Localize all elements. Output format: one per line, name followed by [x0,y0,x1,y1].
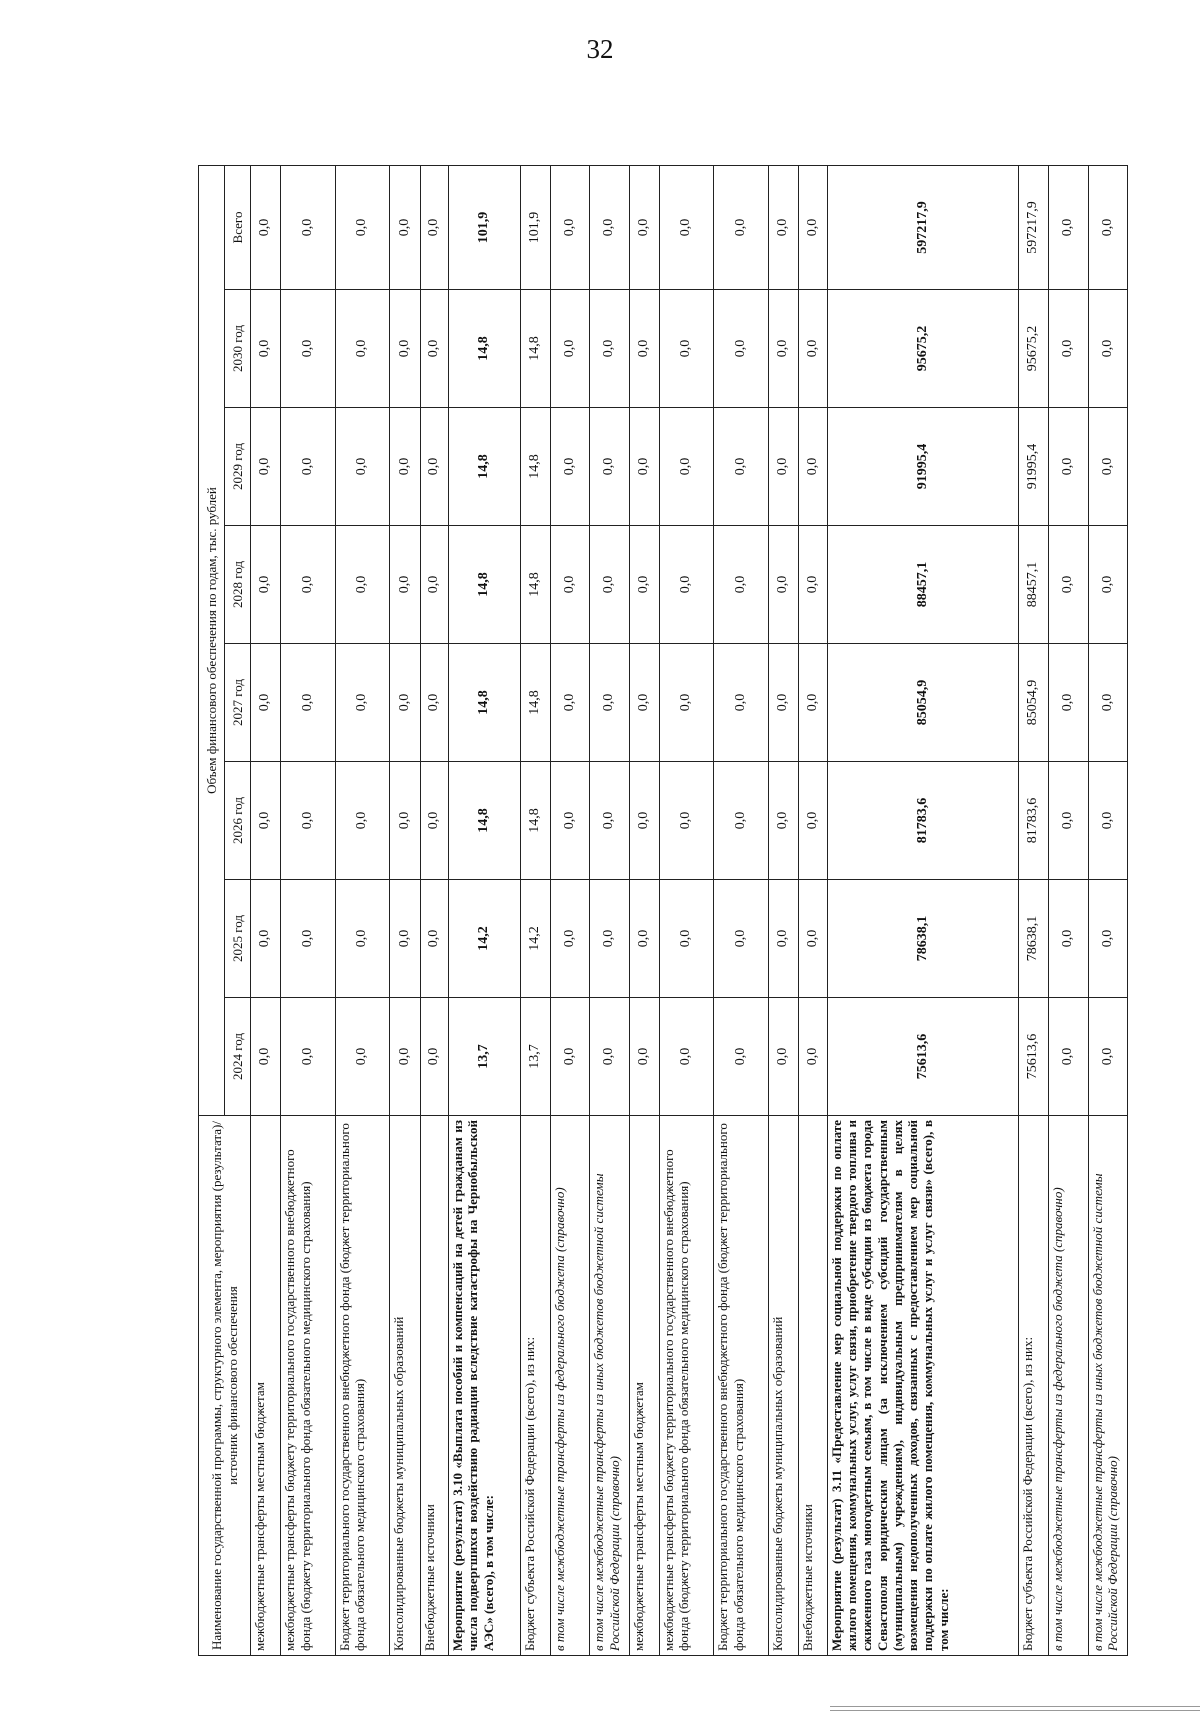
row-year-value: 0,0 [629,408,659,526]
row-year-value: 0,0 [799,644,827,762]
row-year-value: 0,0 [1049,290,1088,408]
row-total-value: 0,0 [1088,165,1127,289]
row-year-value: 0,0 [551,998,590,1116]
table-row [1019,165,1049,1655]
row-year-value: 14,8 [448,526,520,644]
table-row [827,165,1019,1655]
row-year-value: 0,0 [251,880,281,998]
row-year-value: 13,7 [520,998,550,1116]
row-year-value: 0,0 [660,880,714,998]
row-year-value: 0,0 [1088,644,1127,762]
row-year-value: 0,0 [768,290,798,408]
row-year-value: 0,0 [335,880,389,998]
row-name: межбюджетные трансферты бюджету территориального государственного внебюджетного фонда (бюджету территориального фонда обязательного медицинского страхования) [660,1116,714,1656]
row-total-value: 0,0 [1049,165,1088,289]
row-total-value: 597217,9 [1019,165,1049,289]
row-year-value: 14,2 [448,880,520,998]
row-year-value: 0,0 [390,408,420,526]
table-row [1088,165,1127,1655]
row-name: Консолидированные бюджеты муниципальных образований [768,1116,798,1656]
row-year-value: 0,0 [1088,880,1127,998]
row-year-value: 0,0 [590,998,629,1116]
header-year: 2026 год [225,762,251,880]
row-year-value: 91995,4 [1019,408,1049,526]
row-year-value: 0,0 [590,408,629,526]
row-year-value: 0,0 [281,644,335,762]
row-year-value: 0,0 [1088,408,1127,526]
row-year-value: 0,0 [390,998,420,1116]
row-year-value: 0,0 [420,408,448,526]
row-year-value: 0,0 [1088,998,1127,1116]
row-year-value: 0,0 [251,762,281,880]
page-number: 32 [586,34,614,64]
row-total-value: 0,0 [281,165,335,289]
row-year-value: 0,0 [335,644,389,762]
row-year-value: 81783,6 [1019,762,1049,880]
row-year-value: 91995,4 [827,408,1019,526]
row-year-value: 0,0 [714,998,768,1116]
row-name: Бюджет субъекта Российской Федерации (всего), из них: [1019,1116,1049,1656]
row-year-value: 0,0 [629,762,659,880]
table-row [281,165,335,1655]
row-name: Мероприятие (результат) 3.11 «Предоставление мер социальной поддержки по оплате жилого помещения, коммунальных услуг, услуг связи, приобретение твердого топлива и сжиженного газа многодетным семьям, в том числе в виде субсидии из бюджета города Севастополя юридическим лицам (за исключением субсидий государственным (муниципальным) учреждениям), индивидуальным предпринимателям в целях возмещения недополученных доходов, связанных с предоставлением мер социальной поддержки по оплате жилого помещения, коммунальных услуг и услуг связи» (всего), в том числе: [827,1116,1019,1656]
row-year-value: 0,0 [799,762,827,880]
row-year-value: 0,0 [281,408,335,526]
row-total-value: 0,0 [335,165,389,289]
row-year-value: 0,0 [799,408,827,526]
row-name: Внебюджетные источники [420,1116,448,1656]
row-year-value: 0,0 [1088,762,1127,880]
row-total-value: 0,0 [799,165,827,289]
row-total-value: 0,0 [660,165,714,289]
row-year-value: 0,0 [390,290,420,408]
row-total-value: 0,0 [629,165,659,289]
row-year-value: 78638,1 [827,880,1019,998]
row-year-value: 0,0 [390,526,420,644]
rotated-table-container [198,166,1128,1656]
row-year-value: 0,0 [799,290,827,408]
table-row [714,165,768,1655]
header-year: 2028 год [225,526,251,644]
row-year-value: 0,0 [590,762,629,880]
header-volume-group: Объем финансового обеспечения по годам, тыс. рублей [199,165,225,1115]
row-year-value: 0,0 [251,644,281,762]
row-year-value: 0,0 [799,526,827,644]
table-row [551,165,590,1655]
row-year-value: 0,0 [335,762,389,880]
footer-rule [830,1706,1200,1711]
row-year-value: 0,0 [629,998,659,1116]
table-row [251,165,281,1655]
row-year-value: 0,0 [629,644,659,762]
header-year: 2025 год [225,880,251,998]
header-year: 2024 год [225,998,251,1116]
row-year-value: 0,0 [251,408,281,526]
row-name: Внебюджетные источники [799,1116,827,1656]
row-year-value: 0,0 [551,408,590,526]
row-year-value: 0,0 [660,408,714,526]
row-year-value: 0,0 [714,290,768,408]
row-total-value: 0,0 [714,165,768,289]
row-year-value: 0,0 [768,408,798,526]
table-row [520,165,550,1655]
header-year: 2027 год [225,644,251,762]
row-total-value: 0,0 [390,165,420,289]
row-year-value: 0,0 [420,880,448,998]
row-year-value: 0,0 [390,880,420,998]
row-name: в том числе межбюджетные трансферты из федерального бюджета (справочно) [1049,1116,1088,1656]
row-year-value: 0,0 [629,290,659,408]
row-total-value: 0,0 [768,165,798,289]
row-year-value: 14,8 [520,290,550,408]
row-year-value: 0,0 [335,408,389,526]
row-year-value: 0,0 [420,762,448,880]
row-year-value: 0,0 [551,880,590,998]
row-year-value: 0,0 [281,762,335,880]
row-year-value: 85054,9 [1019,644,1049,762]
row-total-value: 101,9 [520,165,550,289]
header-year: 2030 год [225,290,251,408]
table-row [660,165,714,1655]
row-year-value: 0,0 [281,526,335,644]
row-year-value: 0,0 [590,880,629,998]
row-year-value: 0,0 [1049,762,1088,880]
row-year-value: 0,0 [660,762,714,880]
row-total-value: 101,9 [448,165,520,289]
row-year-value: 0,0 [768,880,798,998]
row-year-value: 14,8 [520,526,550,644]
row-name: межбюджетные трансферты бюджету территориального государственного внебюджетного фонда (бюджету территориального фонда обязательного медицинского страхования) [281,1116,335,1656]
table-row [420,165,448,1655]
row-total-value: 0,0 [251,165,281,289]
row-year-value: 0,0 [281,880,335,998]
row-total-value: 0,0 [420,165,448,289]
row-total-value: 597217,9 [827,165,1019,289]
row-name: межбюджетные трансферты местным бюджетам [251,1116,281,1656]
row-year-value: 0,0 [1049,644,1088,762]
row-year-value: 0,0 [660,526,714,644]
row-total-value: 0,0 [590,165,629,289]
row-year-value: 0,0 [660,998,714,1116]
row-year-value: 0,0 [251,526,281,644]
row-year-value: 0,0 [714,644,768,762]
row-year-value: 0,0 [714,762,768,880]
row-year-value: 81783,6 [827,762,1019,880]
row-year-value: 0,0 [420,526,448,644]
row-year-value: 0,0 [629,880,659,998]
row-name: Мероприятие (результат) 3.10 «Выплата пособий и компенсаций на детей гражданам из числа подвергшихся воздействию радиации вследствие катастрофы на Чернобыльской АЭС» (всего), в том числе: [448,1116,520,1656]
row-year-value: 0,0 [590,644,629,762]
row-year-value: 0,0 [335,998,389,1116]
table-row [590,165,629,1655]
row-year-value: 0,0 [590,526,629,644]
header-name-column: Наименование государственной программы, структурного элемента, мероприятия (результата)/источник финансового обеспечения [199,1116,251,1656]
row-year-value: 0,0 [1049,526,1088,644]
row-year-value: 0,0 [420,998,448,1116]
row-year-value: 0,0 [420,644,448,762]
row-year-value: 0,0 [768,998,798,1116]
row-year-value: 95675,2 [1019,290,1049,408]
row-year-value: 14,8 [448,290,520,408]
row-year-value: 0,0 [768,644,798,762]
row-year-value: 0,0 [1088,526,1127,644]
row-year-value: 0,0 [714,408,768,526]
header-year: 2029 год [225,408,251,526]
row-year-value: 0,0 [1088,290,1127,408]
row-year-value: 0,0 [281,998,335,1116]
row-year-value: 75613,6 [1019,998,1049,1116]
row-year-value: 0,0 [660,644,714,762]
row-year-value: 0,0 [590,290,629,408]
row-year-value: 88457,1 [1019,526,1049,644]
row-name: Бюджет территориального государственного внебюджетного фонда (бюджет территориального фонда обязательного медицинского страхования) [335,1116,389,1656]
row-year-value: 14,8 [520,644,550,762]
row-year-value: 0,0 [660,290,714,408]
row-year-value: 0,0 [1049,408,1088,526]
row-name: в том числе межбюджетные трансферты из иных бюджетов бюджетной системы Российской Федерации (справочно) [1088,1116,1127,1656]
row-year-value: 0,0 [714,526,768,644]
row-year-value: 0,0 [629,526,659,644]
row-year-value: 0,0 [1049,880,1088,998]
row-year-value: 14,2 [520,880,550,998]
row-year-value: 95675,2 [827,290,1019,408]
row-year-value: 14,8 [448,644,520,762]
table-row [629,165,659,1655]
row-year-value: 0,0 [799,880,827,998]
table-row [448,165,520,1655]
row-year-value: 78638,1 [1019,880,1049,998]
table-row [390,165,420,1655]
header-total: Всего [225,165,251,289]
financing-table [198,165,1128,1656]
row-year-value: 0,0 [251,290,281,408]
row-total-value: 0,0 [551,165,590,289]
row-year-value: 0,0 [420,290,448,408]
row-year-value: 0,0 [1049,998,1088,1116]
row-year-value: 0,0 [390,762,420,880]
table-row [799,165,827,1655]
row-year-value: 0,0 [768,526,798,644]
row-year-value: 88457,1 [827,526,1019,644]
row-name: межбюджетные трансферты местным бюджетам [629,1116,659,1656]
row-year-value: 0,0 [281,290,335,408]
row-year-value: 14,8 [520,408,550,526]
row-year-value: 0,0 [799,998,827,1116]
row-year-value: 0,0 [551,644,590,762]
row-year-value: 0,0 [714,880,768,998]
row-year-value: 14,8 [448,762,520,880]
row-year-value: 0,0 [551,526,590,644]
row-year-value: 14,8 [448,408,520,526]
row-year-value: 0,0 [335,290,389,408]
row-year-value: 85054,9 [827,644,1019,762]
row-year-value: 0,0 [251,998,281,1116]
row-year-value: 0,0 [390,644,420,762]
row-year-value: 0,0 [768,762,798,880]
table-row [1049,165,1088,1655]
table-row [768,165,798,1655]
row-year-value: 0,0 [551,290,590,408]
row-year-value: 14,8 [520,762,550,880]
row-year-value: 13,7 [448,998,520,1116]
row-name: Бюджет субъекта Российской Федерации (всего), из них: [520,1116,550,1656]
row-year-value: 0,0 [551,762,590,880]
row-name: в том числе межбюджетные трансферты из иных бюджетов бюджетной системы Российской Федерации (справочно) [590,1116,629,1656]
row-name: Консолидированные бюджеты муниципальных образований [390,1116,420,1656]
row-name: Бюджет территориального государственного внебюджетного фонда (бюджет территориального фонда обязательного медицинского страхования) [714,1116,768,1656]
row-year-value: 0,0 [335,526,389,644]
row-year-value: 75613,6 [827,998,1019,1116]
row-name: в том числе межбюджетные трансферты из федерального бюджета (справочно) [551,1116,590,1656]
table-row [335,165,389,1655]
